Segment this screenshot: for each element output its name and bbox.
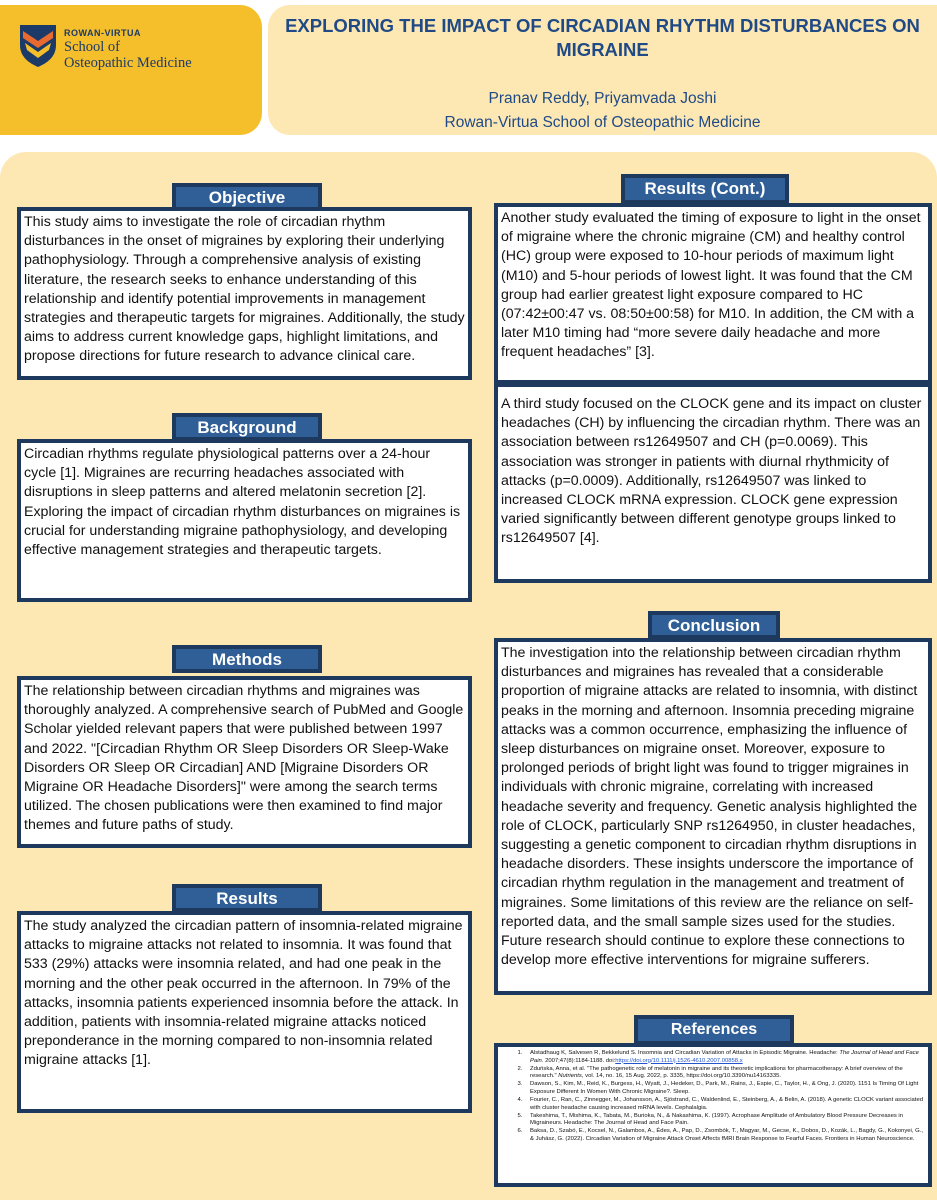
shield-logo-icon — [20, 25, 56, 67]
reference-text: Baksa, D., Szabó, E., Kocsel, N., Galambos, A., Édes, A., Pap, D., Zsombók, T., Magyar, M., Gecse, K., Dobos, D., Kozák, L., Bagdy, G., Kokonyei, G., & Juhász, G. (2022). Circadian Variation of Migraine Attack Onset Affects fMRI Brain Response to Fearful Faces. Frontiers in Human Neuroscience. — [530, 1128, 923, 1143]
background-text: Circadian rhythms regulate physiological patterns over a 24-hour cycle [1]. Migraines are recurring headaches associated with disruptions in sleep patterns and altered melatonin secretion [2]. Exploring the impact of circadian rhythm disturbances on migraines is crucial for understanding migraine pathophysiology, and developing effective management strategies and therapeutic targets. — [17, 439, 472, 602]
reference-item — [524, 1113, 924, 1128]
results-cont-text-2: A third study focused on the CLOCK gene and its impact on cluster headaches (CH) by influencing the circadian rhythm. There was an association between rs12649507 and CH (p=0.0069). This association was stronger in patients with diurnal rhythmicity of attacks (p=0.0009). Additionally, rs12649507 was linked to increased CLOCK mRNA expression. CLOCK gene expression varied significantly between different genotype groups linked to rs12649507 [4]. — [494, 383, 932, 583]
methods-heading: Methods — [172, 645, 322, 673]
results-text: The study analyzed the circadian pattern of insomnia-related migraine attacks to migraine attacks not related to insomnia. It was found that 533 (29%) attacks were insomnia related, and had one peak in the morning and the other peak occurred in the afternoon. In 79% of the attacks, insomnia patients experienced insomnia before the attack. In addition, patients with insomnia-related migraine attacks noticed preponderance in the morning compared to non-insomnia related migraine attacks [1]. — [17, 911, 472, 1113]
authors: Pranav Reddy, Priyamvada Joshi — [488, 90, 717, 107]
logo-school-line: Osteopathic Medicine — [64, 55, 192, 71]
conclusion-text: The investigation into the relationship between circadian rhythm disturbances and migraines has revealed that a considerable proportion of migraine attacks are related to insomnia, with distinct peaks in the morning and afternoon. Insomnia preceding migraine attacks was a common occurrence, emphasizing the influence of sleep disturbances on migraine onset. Moreover, exposure to prolonged periods of bright light was found to trigger migraines in individuals with chronic migraine, correlating with increased headache severity and frequency. Genetic analysis highlighted the role of CLOCK, particularly SNP rs1264950, in cluster headaches, suggesting a genetic component to circadian rhythm disruptions in headache disorders. These insights underscore the importance of circadian rhythm regulation in the management and treatment of migraines. Some limitations of this review are the reliance on self-reported data, and the small sample sizes used for the studies. Future research should continue to explore these connections to develop more effective interventions for migraine sufferers. — [494, 638, 932, 995]
reference-text: Alstadhaug K, Salvesen R, Bekkelund S. Insomnia and Circadian Variation of Attacks in Episodic Migraine. Headache: — [530, 1050, 840, 1056]
reference-item — [524, 1066, 924, 1081]
reference-text: Takeshima, T., Mishima, K., Tabata, M., Burioka, N., & Nakashima, K. (1997). Acrophase Amplitude of Ambulatory Blood Pressure Decreases in Migraineurs. Headache: The Journal of Head and Face Pain. — [530, 1112, 904, 1127]
reference-link[interactable]: https://doi.org/10.1111/j.1526-4610.2007.00858.x — [615, 1057, 743, 1064]
reference-text: Zduńska, Anna, et al. "The pathogenetic role of melatonin in migraine and its theoretic implications for pharmacotherapy: A brief overview of the research." — [530, 1065, 903, 1080]
reference-item — [524, 1128, 924, 1143]
reference-text: , vol. 14, no. 16, 15 Aug. 2022, p. 3335, https://doi.org/10.3390/nu14163335. — [581, 1073, 782, 1080]
results-cont-heading: Results (Cont.) — [621, 174, 789, 204]
reference-journal: The Journal of Head and Face Pain — [530, 1050, 919, 1064]
reference-journal: Nutrients — [558, 1073, 582, 1080]
logo-school-line: School of — [64, 39, 120, 55]
references-box — [494, 1043, 932, 1187]
reference-text: Fourier, C., Ran, C., Zinnegger, M., Johansson, A., Sjöstrand, C., Waldenlind, E., Steinberg, A., & Belin, A. (2018). A genetic CLOCK variant associated with cluster headache causing increased mRNA levels. Cephalalgia. — [530, 1097, 924, 1111]
references-heading: References — [634, 1015, 794, 1045]
results-cont-text-1: Another study evaluated the timing of exposure to light in the onset of migraine where the chronic migraine (CM) and healthy control (HC) group were exposed to 10-hour periods of maximum light (M10) and 5-hour periods of lowest light. It was found that the CM group had earlier greatest light exposure compared to HC (07:42±00:47 vs. 08:50±00:58) for M10. In addition, the CM with a later M10 timing had “more severe daily headache and more frequent headaches” [3]. — [494, 203, 932, 384]
reference-item — [524, 1050, 924, 1065]
reference-item — [524, 1097, 924, 1112]
background-heading: Background — [172, 413, 322, 441]
logo-university-name: ROWAN-VIRTUA — [64, 28, 141, 38]
poster-title: EXPLORING THE IMPACT OF CIRCADIAN RHYTHM DISTURBANCES ON MIGRAINE — [285, 15, 920, 60]
methods-text: The relationship between circadian rhythms and migraines was thoroughly analyzed. A comprehensive search of PubMed and Google Scholar yielded relevant papers that were published between 1997 and 2022. "[Circadian Rhythm OR Sleep Disorders OR Sleep-Wake Disorders OR Sleep OR Circadian] AND [Migraine Disorders OR Migraine OR Headache Disorders]" were among the search terms utilized. The chosen publications were then examined to find major themes and future paths of study. — [17, 676, 472, 848]
reference-item — [524, 1081, 924, 1096]
conclusion-heading: Conclusion — [648, 611, 780, 639]
affiliation: Rowan-Virtua School of Osteopathic Medicine — [444, 114, 761, 131]
reference-text: . 2007;47(8):1184-1188. doi: — [541, 1057, 616, 1064]
results-heading: Results — [172, 884, 322, 912]
objective-text: This study aims to investigate the role of circadian rhythm disturbances in the onset of migraines by exploring their underlying pathophysiology. Through a comprehensive analysis of existing literature, the research seeks to enhance understanding of this relationship and identify potential improvements in management strategies and therapeutic targets for migraines. Additionally, the study aims to address current knowledge gaps, highlight limitations, and propose directions for future research to advance clinical care. — [17, 207, 472, 380]
objective-heading: Objective — [172, 183, 322, 211]
references-list — [524, 1050, 924, 1144]
reference-text: Dawson, S., Kim, M., Reid, K., Burgess, H., Wyatt, J., Hedeker, D., Park, M., Rains, J., Espie, C., Taylor, H., & Ong, J. (2020). 1151 Is Timing Of Light Exposure Different In Women With Chronic Migraine?. Sleep. — [530, 1081, 919, 1095]
logo-banner — [0, 5, 262, 135]
